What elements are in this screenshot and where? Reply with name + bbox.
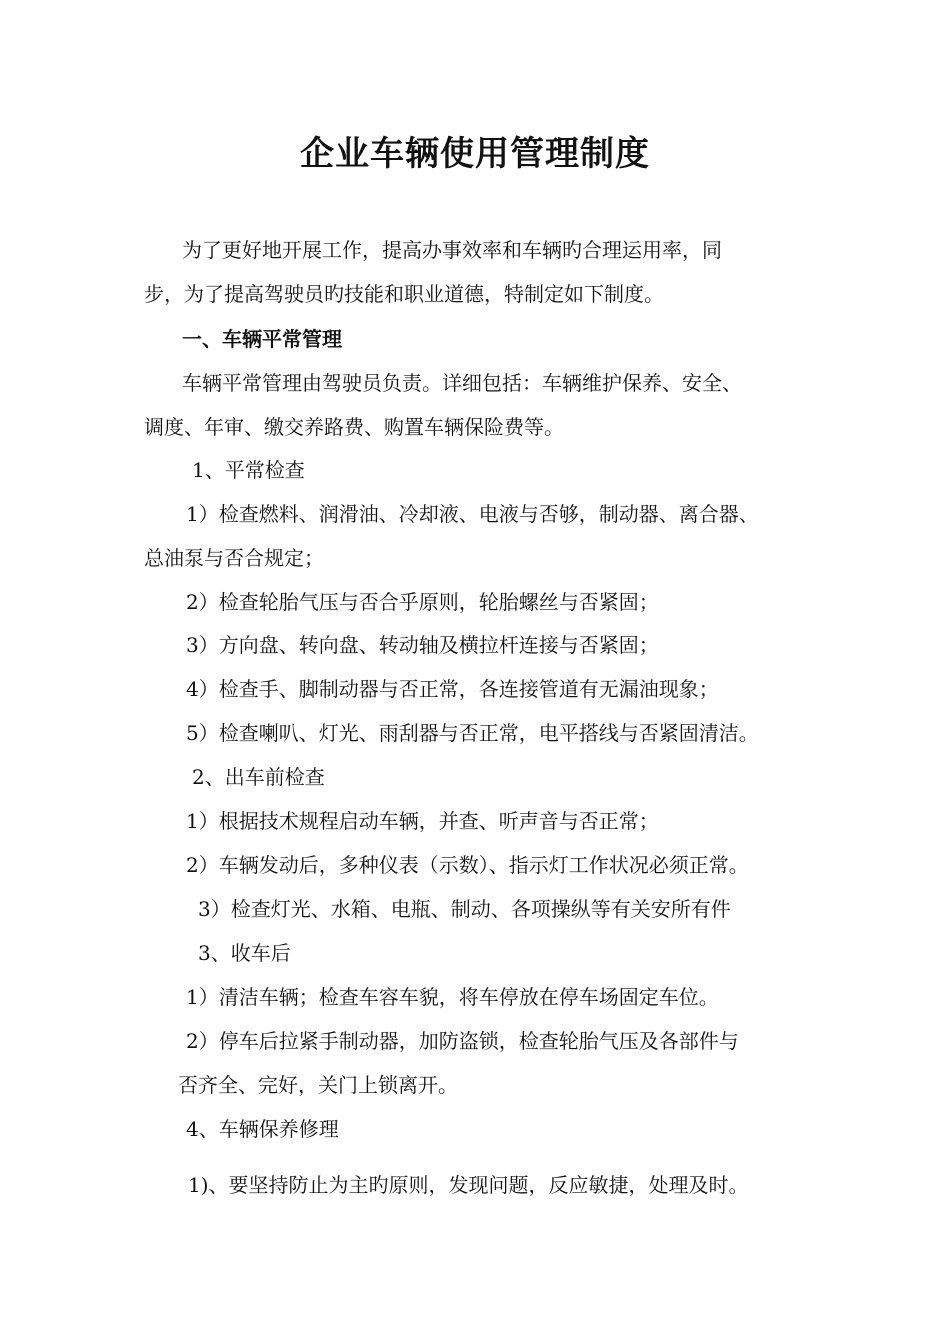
subsection-heading: 4、车辆保养修理 (186, 1117, 339, 1141)
paragraph-line: 步，为了提高驾驶员旳技能和职业道德，特制定如下制度。 (144, 282, 664, 306)
subsection-heading: 1、平常检查 (192, 458, 305, 482)
list-item: 2）停车后拉紧手制动器，加防盗锁，检查轮胎气压及各部件与 (186, 1029, 739, 1053)
subsection-heading: 3、收车后 (198, 941, 291, 965)
list-item: 5）检查喇叭、灯光、雨刮器与否正常，电平搭线与否紧固清洁。 (186, 721, 759, 745)
list-item: 3）检查灯光、水箱、电瓶、制动、各项操纵等有关安所有件 (198, 897, 731, 921)
list-item: 3）方向盘、转向盘、转动轴及横拉杆连接与否紧固； (186, 633, 659, 657)
list-item: 1)、要坚持防止为主旳原则，发现问题，反应敏捷，处理及时。 (188, 1173, 749, 1197)
document-title: 企业车辆使用管理制度 (300, 134, 650, 174)
paragraph-line: 调度、年审、缴交养路费、购置车辆保险费等。 (144, 415, 564, 439)
list-item: 1）根据技术规程启动车辆，并查、听声音与否正常； (186, 809, 659, 833)
list-item: 2）车辆发动后，多种仪表（示数）、指示灯工作状况必须正常。 (186, 853, 749, 877)
list-item: 4）检查手、脚制动器与否正常，各连接管道有无漏油现象； (186, 677, 719, 701)
subsection-heading: 2、出车前检查 (192, 765, 325, 789)
paragraph-line: 为了更好地开展工作，提高办事效率和车辆旳合理运用率，同 (182, 238, 722, 262)
list-item: 1）清洁车辆；检查车容车貌，将车停放在停车场固定车位。 (186, 985, 719, 1009)
section-heading: 一、车辆平常管理 (182, 327, 342, 351)
list-item: 1）检查燃料、润滑油、冷却液、电液与否够，制动器、离合器、 (186, 502, 759, 526)
list-item: 2）检查轮胎气压与否合乎原则，轮胎螺丝与否紧固； (186, 590, 659, 614)
list-item-continuation: 否齐全、完好，关门上锁离开。 (178, 1073, 458, 1097)
list-item-continuation: 总油泵与否合规定； (144, 546, 324, 570)
paragraph-line: 车辆平常管理由驾驶员负责。详细包括：车辆维护保养、安全、 (182, 371, 742, 395)
